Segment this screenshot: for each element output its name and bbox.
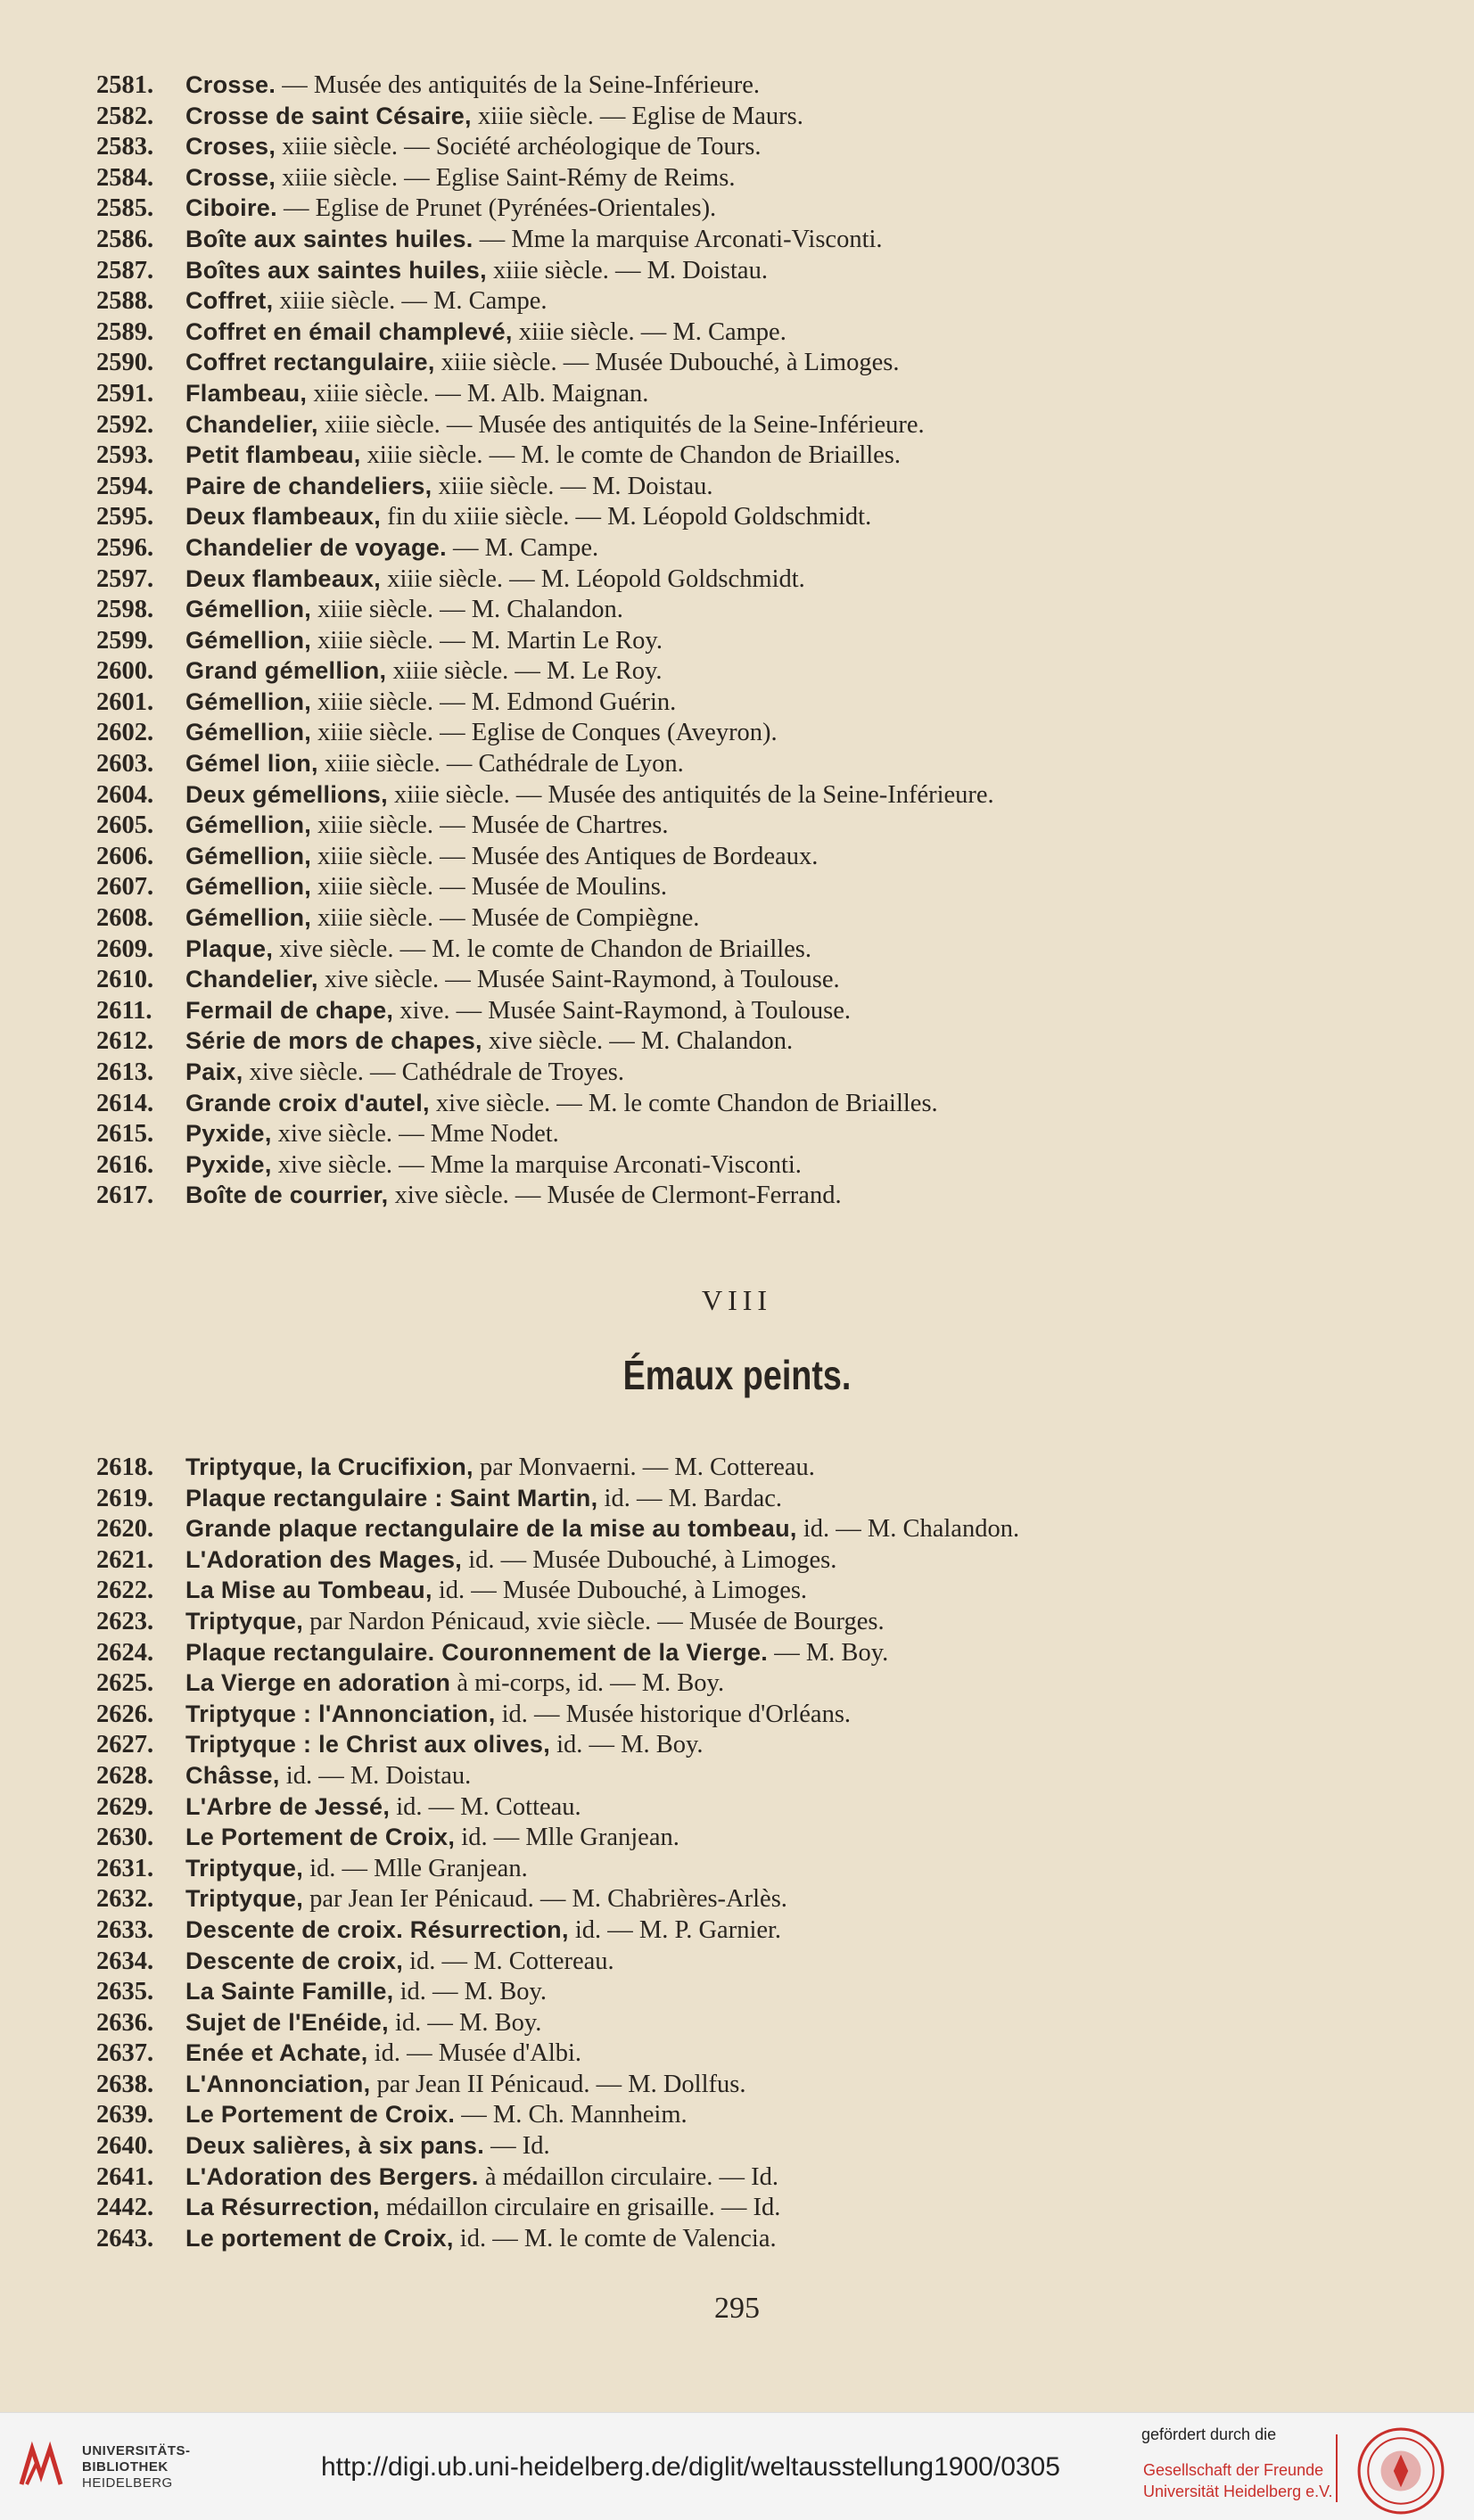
catalog-entry bbox=[96, 1544, 1416, 1576]
entry-number: 2604. bbox=[96, 780, 154, 809]
entry-details: xiiie siècle. — Musée de Chartres. bbox=[311, 811, 669, 840]
entry-details: xiiie siècle. — M. Doistau. bbox=[486, 256, 768, 284]
entry-number: 2603. bbox=[96, 750, 154, 778]
entry-details: id. — M. Boy. bbox=[393, 1978, 548, 2006]
catalog-entry bbox=[96, 2130, 1416, 2162]
entry-details: id. — Mlle Granjean. bbox=[303, 1854, 528, 1882]
entry-details: xiiie siècle. — M. Martin Le Roy. bbox=[311, 626, 663, 655]
entry-title: Deux salières, à six pans. bbox=[185, 2132, 484, 2160]
catalog-entry bbox=[96, 409, 1416, 441]
entry-number: 2643. bbox=[96, 2224, 154, 2252]
entry-number: 2582. bbox=[96, 102, 154, 130]
entry-number: 2637. bbox=[96, 2039, 154, 2068]
entry-title: Ciboire. bbox=[185, 194, 277, 222]
entry-title: Pyxide, bbox=[185, 1120, 272, 1148]
entry-number: 2587. bbox=[96, 256, 154, 284]
catalog-entry bbox=[96, 1699, 1416, 1730]
entry-number: 2613. bbox=[96, 1058, 154, 1086]
entry-details: xiiie siècle. — M. Campe. bbox=[273, 287, 548, 316]
entry-number: 2596. bbox=[96, 533, 154, 562]
entry-details: xiiie siècle. — M. le comte de Chandon de Briailles. bbox=[360, 441, 902, 470]
entry-details: xiiie siècle. — M. Léopold Goldschmidt. bbox=[381, 564, 805, 593]
entry-title: Le Portement de Croix, bbox=[185, 1824, 456, 1851]
entry-details: xiiie siècle. — Cathédrale de Lyon. bbox=[317, 750, 684, 778]
entry-number: 2616. bbox=[96, 1150, 154, 1179]
catalog-entry bbox=[96, 1883, 1416, 1915]
footer-divider bbox=[1336, 2434, 1338, 2502]
entry-number: 2610. bbox=[96, 966, 154, 994]
society-name-line2: Universität Heidelberg e.V. bbox=[1143, 2483, 1333, 2500]
entry-details: id. — M. Chalandon. bbox=[796, 1515, 1020, 1544]
entry-title: Crosse. bbox=[185, 71, 276, 98]
catalog-entry bbox=[96, 255, 1416, 286]
catalog-entry bbox=[96, 285, 1416, 317]
entry-title: Croses, bbox=[185, 133, 276, 161]
entry-number: 2606. bbox=[96, 842, 154, 870]
catalog-entry bbox=[96, 1513, 1416, 1544]
entry-title: La Vierge en adoration bbox=[185, 1669, 451, 1697]
entry-number: 2605. bbox=[96, 811, 154, 840]
entry-title: Triptyque, bbox=[185, 1607, 304, 1635]
entry-details: — Eglise de Prunet (Pyrénées-Orientales). bbox=[276, 194, 717, 223]
entry-details: à médaillon circulaire. — Id. bbox=[478, 2162, 779, 2191]
entry-number: 2622. bbox=[96, 1577, 154, 1605]
catalog-entry bbox=[96, 1180, 1416, 1211]
entry-title: Crosse de saint Césaire, bbox=[185, 102, 472, 129]
catalog-entry bbox=[96, 871, 1416, 902]
entry-details: id. — Musée d'Albi. bbox=[367, 2039, 582, 2068]
entry-details: xive siècle. — M. le comte Chandon de Briailles. bbox=[429, 1089, 938, 1117]
entry-details: xiiie siècle. — Musée de Compiègne. bbox=[311, 904, 700, 933]
catalog-entry bbox=[96, 1452, 1416, 1483]
catalog-entry bbox=[96, 2069, 1416, 2100]
catalog-entry bbox=[96, 655, 1416, 687]
entry-details: — M. Boy. bbox=[768, 1638, 889, 1667]
entry-details: id. — M. le comte de Valencia. bbox=[453, 2224, 777, 2252]
catalog-entry bbox=[96, 2162, 1416, 2193]
entry-title: Crosse, bbox=[185, 163, 276, 191]
entry-title: Le portement de Croix, bbox=[185, 2224, 454, 2252]
entry-details: xiiie siècle. — Eglise de Maurs. bbox=[471, 102, 803, 130]
catalog-entry bbox=[96, 317, 1416, 348]
entry-title: Série de mors de chapes, bbox=[185, 1027, 482, 1055]
entry-details: xiiie siècle. — M. Alb. Maignan. bbox=[307, 379, 649, 408]
entry-title: Boîte de courrier, bbox=[185, 1182, 389, 1209]
page-number: 295 bbox=[714, 2292, 760, 2325]
entry-details: xiiie siècle. — M. Doistau. bbox=[432, 472, 713, 500]
entry-number: 2631. bbox=[96, 1854, 154, 1882]
entry-details: — M. Ch. Mannheim. bbox=[455, 2101, 688, 2129]
entry-details: id. — M. Cottereau. bbox=[403, 1947, 614, 1975]
university-library-logo-icon bbox=[14, 2440, 68, 2493]
entry-title: Paire de chandeliers, bbox=[185, 472, 432, 499]
entry-title: Gémellion, bbox=[185, 873, 312, 901]
entry-title: Gémellion, bbox=[185, 842, 312, 869]
entry-number: 2599. bbox=[96, 626, 154, 655]
entry-title: Le Portement de Croix. bbox=[185, 2101, 456, 2129]
entry-number: 2626. bbox=[96, 1700, 154, 1728]
entry-details: id. — Musée historique d'Orléans. bbox=[495, 1700, 852, 1728]
catalog-entry bbox=[96, 378, 1416, 409]
catalog-entry bbox=[96, 1760, 1416, 1791]
entry-details: xiiie siècle. — M. Chalandon. bbox=[311, 596, 623, 624]
entry-details: à mi-corps, id. — M. Boy. bbox=[450, 1669, 725, 1698]
entry-number: 2591. bbox=[96, 379, 154, 408]
catalog-entry bbox=[96, 2007, 1416, 2038]
entry-details: par Nardon Pénicaud, xvie siècle. — Musée de Bourges. bbox=[303, 1607, 885, 1635]
entry-number: 2601. bbox=[96, 688, 154, 716]
entry-details: xiiie siècle. — Eglise Saint-Rémy de Reims. bbox=[276, 163, 736, 192]
catalog-entry bbox=[96, 1149, 1416, 1181]
entry-title: L'Arbre de Jessé, bbox=[185, 1792, 391, 1820]
entry-number: 2639. bbox=[96, 2101, 154, 2129]
catalog-entry bbox=[96, 1915, 1416, 1946]
entry-title: Triptyque : l'Annonciation, bbox=[185, 1700, 496, 1727]
entry-number: 2598. bbox=[96, 596, 154, 624]
catalog-entry bbox=[96, 625, 1416, 656]
entry-number: 2595. bbox=[96, 503, 154, 531]
entry-number: 2602. bbox=[96, 719, 154, 747]
catalog-entry bbox=[96, 2192, 1416, 2223]
entry-title: Enée et Achate, bbox=[185, 2039, 368, 2067]
entry-title: Boîte aux saintes huiles. bbox=[185, 225, 473, 252]
entry-title: Paix, bbox=[185, 1058, 243, 1085]
catalog-entry bbox=[96, 1483, 1416, 1514]
entry-title: Coffret rectangulaire, bbox=[185, 349, 435, 376]
entry-details: id. — M. Boy. bbox=[550, 1731, 704, 1759]
catalog-entry bbox=[96, 995, 1416, 1026]
entry-title: Chandelier, bbox=[185, 410, 318, 438]
entry-title: Gémellion, bbox=[185, 596, 312, 623]
entry-number: 2590. bbox=[96, 349, 154, 377]
university-seal-icon bbox=[1355, 2425, 1446, 2516]
library-name-line2: BIBLIOTHEK bbox=[82, 2459, 169, 2475]
entry-details: xiiie siècle. — M. Edmond Guérin. bbox=[311, 688, 677, 716]
catalog-entry bbox=[96, 717, 1416, 748]
entry-number: 2641. bbox=[96, 2162, 154, 2191]
society-name-line1: Gesellschaft der Freunde bbox=[1143, 2461, 1324, 2479]
entry-number: 2611. bbox=[96, 996, 152, 1025]
entry-details: xive siècle. — Musée de Clermont-Ferrand. bbox=[388, 1182, 842, 1210]
entry-number: 2640. bbox=[96, 2132, 154, 2161]
entry-number: 2612. bbox=[96, 1027, 154, 1056]
entry-details: id. — M. Cotteau. bbox=[390, 1792, 581, 1821]
entry-details: — Mme la marquise Arconati-Visconti. bbox=[473, 225, 883, 253]
entry-number: 2623. bbox=[96, 1607, 154, 1635]
entry-number: 2632. bbox=[96, 1885, 154, 1914]
funded-by-label: gefördert durch die bbox=[1141, 2425, 1277, 2443]
entry-title: L'Adoration des Bergers. bbox=[185, 2162, 479, 2190]
entry-title: Deux gémellions, bbox=[185, 780, 388, 808]
entry-number: 2625. bbox=[96, 1669, 154, 1698]
entry-list-section-one bbox=[96, 70, 1416, 1211]
entry-title: Chandelier, bbox=[185, 966, 318, 993]
catalog-entry bbox=[96, 193, 1416, 224]
entry-title: Gémellion, bbox=[185, 626, 312, 654]
entry-details: id. — Mlle Granjean. bbox=[455, 1824, 679, 1852]
entry-number: 2589. bbox=[96, 317, 154, 346]
entry-title: Châsse, bbox=[185, 1761, 280, 1789]
society-name bbox=[1143, 2459, 1332, 2502]
permalink-url[interactable]: http://digi.ub.uni-heidelberg.de/diglit/weltausstellung1900/0305 bbox=[321, 2452, 1060, 2482]
entry-details: xiiie siècle. — M. Le Roy. bbox=[386, 657, 663, 686]
entry-details: xive siècle. — M. Chalandon. bbox=[482, 1027, 794, 1056]
entry-number: 2633. bbox=[96, 1915, 154, 1944]
catalog-entry bbox=[96, 1057, 1416, 1088]
entry-title: Deux flambeaux, bbox=[185, 503, 382, 531]
footer-bar bbox=[0, 2412, 1474, 2520]
catalog-entry bbox=[96, 162, 1416, 194]
catalog-entry bbox=[96, 1088, 1416, 1119]
entry-number: 2608. bbox=[96, 904, 154, 933]
entry-title: La Mise au Tombeau, bbox=[185, 1577, 432, 1604]
catalog-entry bbox=[96, 1575, 1416, 1606]
entry-title: Petit flambeau, bbox=[185, 441, 361, 469]
entry-number: 2442. bbox=[96, 2194, 154, 2222]
entry-number: 2635. bbox=[96, 1978, 154, 2006]
entry-details: xive siècle. — Mme Nodet. bbox=[271, 1120, 559, 1149]
entry-number: 2585. bbox=[96, 194, 154, 223]
entry-number: 2619. bbox=[96, 1484, 154, 1512]
catalog-entry bbox=[96, 70, 1416, 101]
entry-details: id. — M. Boy. bbox=[388, 2008, 542, 2037]
catalog-entry bbox=[96, 1025, 1416, 1057]
catalog-entry bbox=[96, 1946, 1416, 1977]
entry-title: La Résurrection, bbox=[185, 2194, 380, 2221]
entry-number: 2620. bbox=[96, 1515, 154, 1544]
entry-title: L'Annonciation, bbox=[185, 2070, 371, 2097]
catalog-entry bbox=[96, 748, 1416, 779]
catalog-entry bbox=[96, 1637, 1416, 1668]
entry-number: 2588. bbox=[96, 287, 154, 316]
entry-title: Plaque rectangulaire : Saint Martin, bbox=[185, 1484, 598, 1511]
library-name bbox=[82, 2443, 191, 2491]
catalog-entry bbox=[96, 1606, 1416, 1637]
catalog-entry bbox=[96, 131, 1416, 162]
entry-title: Coffret, bbox=[185, 287, 274, 315]
entry-title: Grand gémellion, bbox=[185, 657, 387, 685]
entry-title: Gémellion, bbox=[185, 688, 312, 715]
catalog-entry bbox=[96, 501, 1416, 532]
entry-title: Pyxide, bbox=[185, 1150, 272, 1178]
entry-title: Sujet de l'Enéide, bbox=[185, 2008, 389, 2036]
entry-number: 2629. bbox=[96, 1792, 154, 1821]
entry-number: 2615. bbox=[96, 1120, 154, 1149]
entry-number: 2624. bbox=[96, 1638, 154, 1667]
library-name-line3: HEIDELBERG bbox=[82, 2475, 173, 2491]
entry-details: xiiie siècle. — Musée Dubouché, à Limoges. bbox=[434, 349, 900, 377]
catalog-entry bbox=[96, 1668, 1416, 1699]
catalog-entry bbox=[96, 564, 1416, 595]
entry-title: Gémellion, bbox=[185, 719, 312, 746]
entry-details: xive siècle. — Cathédrale de Troyes. bbox=[243, 1058, 624, 1086]
entry-number: 2600. bbox=[96, 657, 154, 686]
catalog-entry bbox=[96, 2038, 1416, 2069]
entry-details: xive siècle. — M. le comte de Chandon de Briailles. bbox=[273, 935, 812, 963]
entry-title: Gémel lion, bbox=[185, 750, 318, 778]
entry-details: — Id. bbox=[484, 2132, 550, 2161]
entry-number: 2583. bbox=[96, 133, 154, 161]
entry-details: xiiie siècle. — Musée des Antiques de Bordeaux. bbox=[311, 842, 819, 870]
entry-title: Triptyque, bbox=[185, 1885, 304, 1913]
entry-title: Plaque rectangulaire. Couronnement de la Vierge. bbox=[185, 1638, 769, 1666]
entry-details: id. — M. Bardac. bbox=[597, 1484, 782, 1512]
catalog-entry bbox=[96, 810, 1416, 841]
entry-number: 2636. bbox=[96, 2008, 154, 2037]
entry-number: 2617. bbox=[96, 1182, 154, 1210]
catalog-entry bbox=[96, 934, 1416, 965]
entry-list-section-two bbox=[96, 1452, 1416, 2253]
entry-details: xiiie siècle. — Musée des antiquités de la Seine-Inférieure. bbox=[317, 410, 925, 439]
entry-number: 2627. bbox=[96, 1731, 154, 1759]
entry-title: Descente de croix. Résurrection, bbox=[185, 1915, 569, 1943]
entry-details: xiiie siècle. — Eglise de Conques (Aveyron). bbox=[311, 719, 778, 747]
entry-title: Triptyque, bbox=[185, 1854, 304, 1882]
section-numeral: VIII bbox=[701, 1284, 773, 1316]
entry-details: xiiie siècle. — M. Campe. bbox=[512, 317, 786, 346]
entry-title: Triptyque, la Crucifixion, bbox=[185, 1454, 473, 1480]
entry-details: — Musée des antiquités de la Seine-Inférieure. bbox=[276, 71, 761, 99]
catalog-entry bbox=[96, 2223, 1416, 2254]
entry-number: 2634. bbox=[96, 1947, 154, 1975]
entry-number: 2597. bbox=[96, 564, 154, 593]
entry-number: 2628. bbox=[96, 1761, 154, 1790]
entry-number: 2593. bbox=[96, 441, 154, 470]
entry-details: id. — Musée Dubouché, à Limoges. bbox=[432, 1577, 808, 1605]
entry-title: Fermail de chape, bbox=[185, 996, 394, 1024]
entry-details: xiiie siècle. — Musée des antiquités de la Seine-Inférieure. bbox=[387, 780, 994, 809]
entry-title: Chandelier de voyage. bbox=[185, 533, 447, 561]
catalog-entry bbox=[96, 1118, 1416, 1149]
entry-number: 2609. bbox=[96, 935, 154, 963]
entry-number: 2594. bbox=[96, 472, 154, 500]
catalog-entry bbox=[96, 347, 1416, 378]
catalog-entry bbox=[96, 964, 1416, 995]
catalog-entry bbox=[96, 841, 1416, 872]
entry-details: médaillon circulaire en grisaille. — Id. bbox=[379, 2194, 781, 2222]
entry-title: Coffret en émail champlevé, bbox=[185, 317, 513, 345]
entry-title: Deux flambeaux, bbox=[185, 564, 382, 592]
catalog-entry bbox=[96, 101, 1416, 132]
catalog-entry bbox=[96, 532, 1416, 564]
entry-number: 2630. bbox=[96, 1824, 154, 1852]
entry-title: Plaque, bbox=[185, 935, 274, 962]
entry-number: 2618. bbox=[96, 1454, 154, 1481]
entry-details: fin du xiiie siècle. — M. Léopold Goldschmidt. bbox=[381, 503, 872, 531]
entry-details: xive siècle. — Mme la marquise Arconati-Visconti. bbox=[271, 1150, 802, 1179]
entry-number: 2638. bbox=[96, 2070, 154, 2098]
entry-details: id. — M. Doistau. bbox=[279, 1761, 472, 1790]
entry-details: xive. — Musée Saint-Raymond, à Toulouse. bbox=[393, 996, 851, 1025]
entry-number: 2621. bbox=[96, 1545, 154, 1574]
catalog-entry bbox=[96, 1822, 1416, 1853]
section-title: Émaux peints. bbox=[622, 1352, 852, 1398]
entry-details: xive siècle. — Musée Saint-Raymond, à Toulouse. bbox=[317, 966, 840, 994]
entry-number: 2586. bbox=[96, 225, 154, 253]
entry-details: id. — M. P. Garnier. bbox=[568, 1915, 782, 1944]
entry-details: par Monvaerni. — M. Cottereau. bbox=[473, 1454, 815, 1481]
catalog-entry bbox=[96, 224, 1416, 255]
entry-title: Triptyque : le Christ aux olives, bbox=[185, 1731, 551, 1758]
catalog-entry bbox=[96, 1791, 1416, 1823]
catalog-entry bbox=[96, 2099, 1416, 2130]
entry-details: xiiie siècle. — Musée de Moulins. bbox=[311, 873, 667, 902]
entry-number: 2581. bbox=[96, 71, 154, 99]
catalog-entry bbox=[96, 687, 1416, 718]
catalog-entry bbox=[96, 1729, 1416, 1760]
entry-number: 2592. bbox=[96, 410, 154, 439]
entry-title: Grande plaque rectangulaire de la mise au tombeau, bbox=[185, 1515, 797, 1543]
entry-details: par Jean Ier Pénicaud. — M. Chabrières-Arlès. bbox=[303, 1885, 787, 1914]
catalog-entry bbox=[96, 779, 1416, 811]
entry-title: Grande croix d'autel, bbox=[185, 1089, 430, 1116]
catalog-entry bbox=[96, 1976, 1416, 2007]
entry-title: Flambeau, bbox=[185, 379, 308, 407]
entry-title: Boîtes aux saintes huiles, bbox=[185, 256, 487, 284]
entry-title: L'Adoration des Mages, bbox=[185, 1545, 463, 1573]
entry-title: Gémellion, bbox=[185, 904, 312, 932]
catalog-entry bbox=[96, 902, 1416, 934]
entry-number: 2607. bbox=[96, 873, 154, 902]
catalog-entry bbox=[96, 1853, 1416, 1884]
entry-details: — M. Campe. bbox=[446, 533, 599, 562]
entry-title: Gémellion, bbox=[185, 811, 312, 839]
entry-details: par Jean II Pénicaud. — M. Dollfus. bbox=[370, 2070, 746, 2098]
entry-number: 2614. bbox=[96, 1089, 154, 1117]
entry-details: xiiie siècle. — Société archéologique de Tours. bbox=[276, 133, 762, 161]
catalog-entry bbox=[96, 594, 1416, 625]
entry-title: Descente de croix, bbox=[185, 1947, 404, 1974]
entry-details: id. — Musée Dubouché, à Limoges. bbox=[462, 1545, 837, 1574]
catalog-entry bbox=[96, 440, 1416, 471]
entry-title: La Sainte Famille, bbox=[185, 1978, 394, 2005]
catalog-entry bbox=[96, 471, 1416, 502]
entry-number: 2584. bbox=[96, 163, 154, 192]
library-name-line1: UNIVERSITÄTS- bbox=[82, 2443, 191, 2458]
